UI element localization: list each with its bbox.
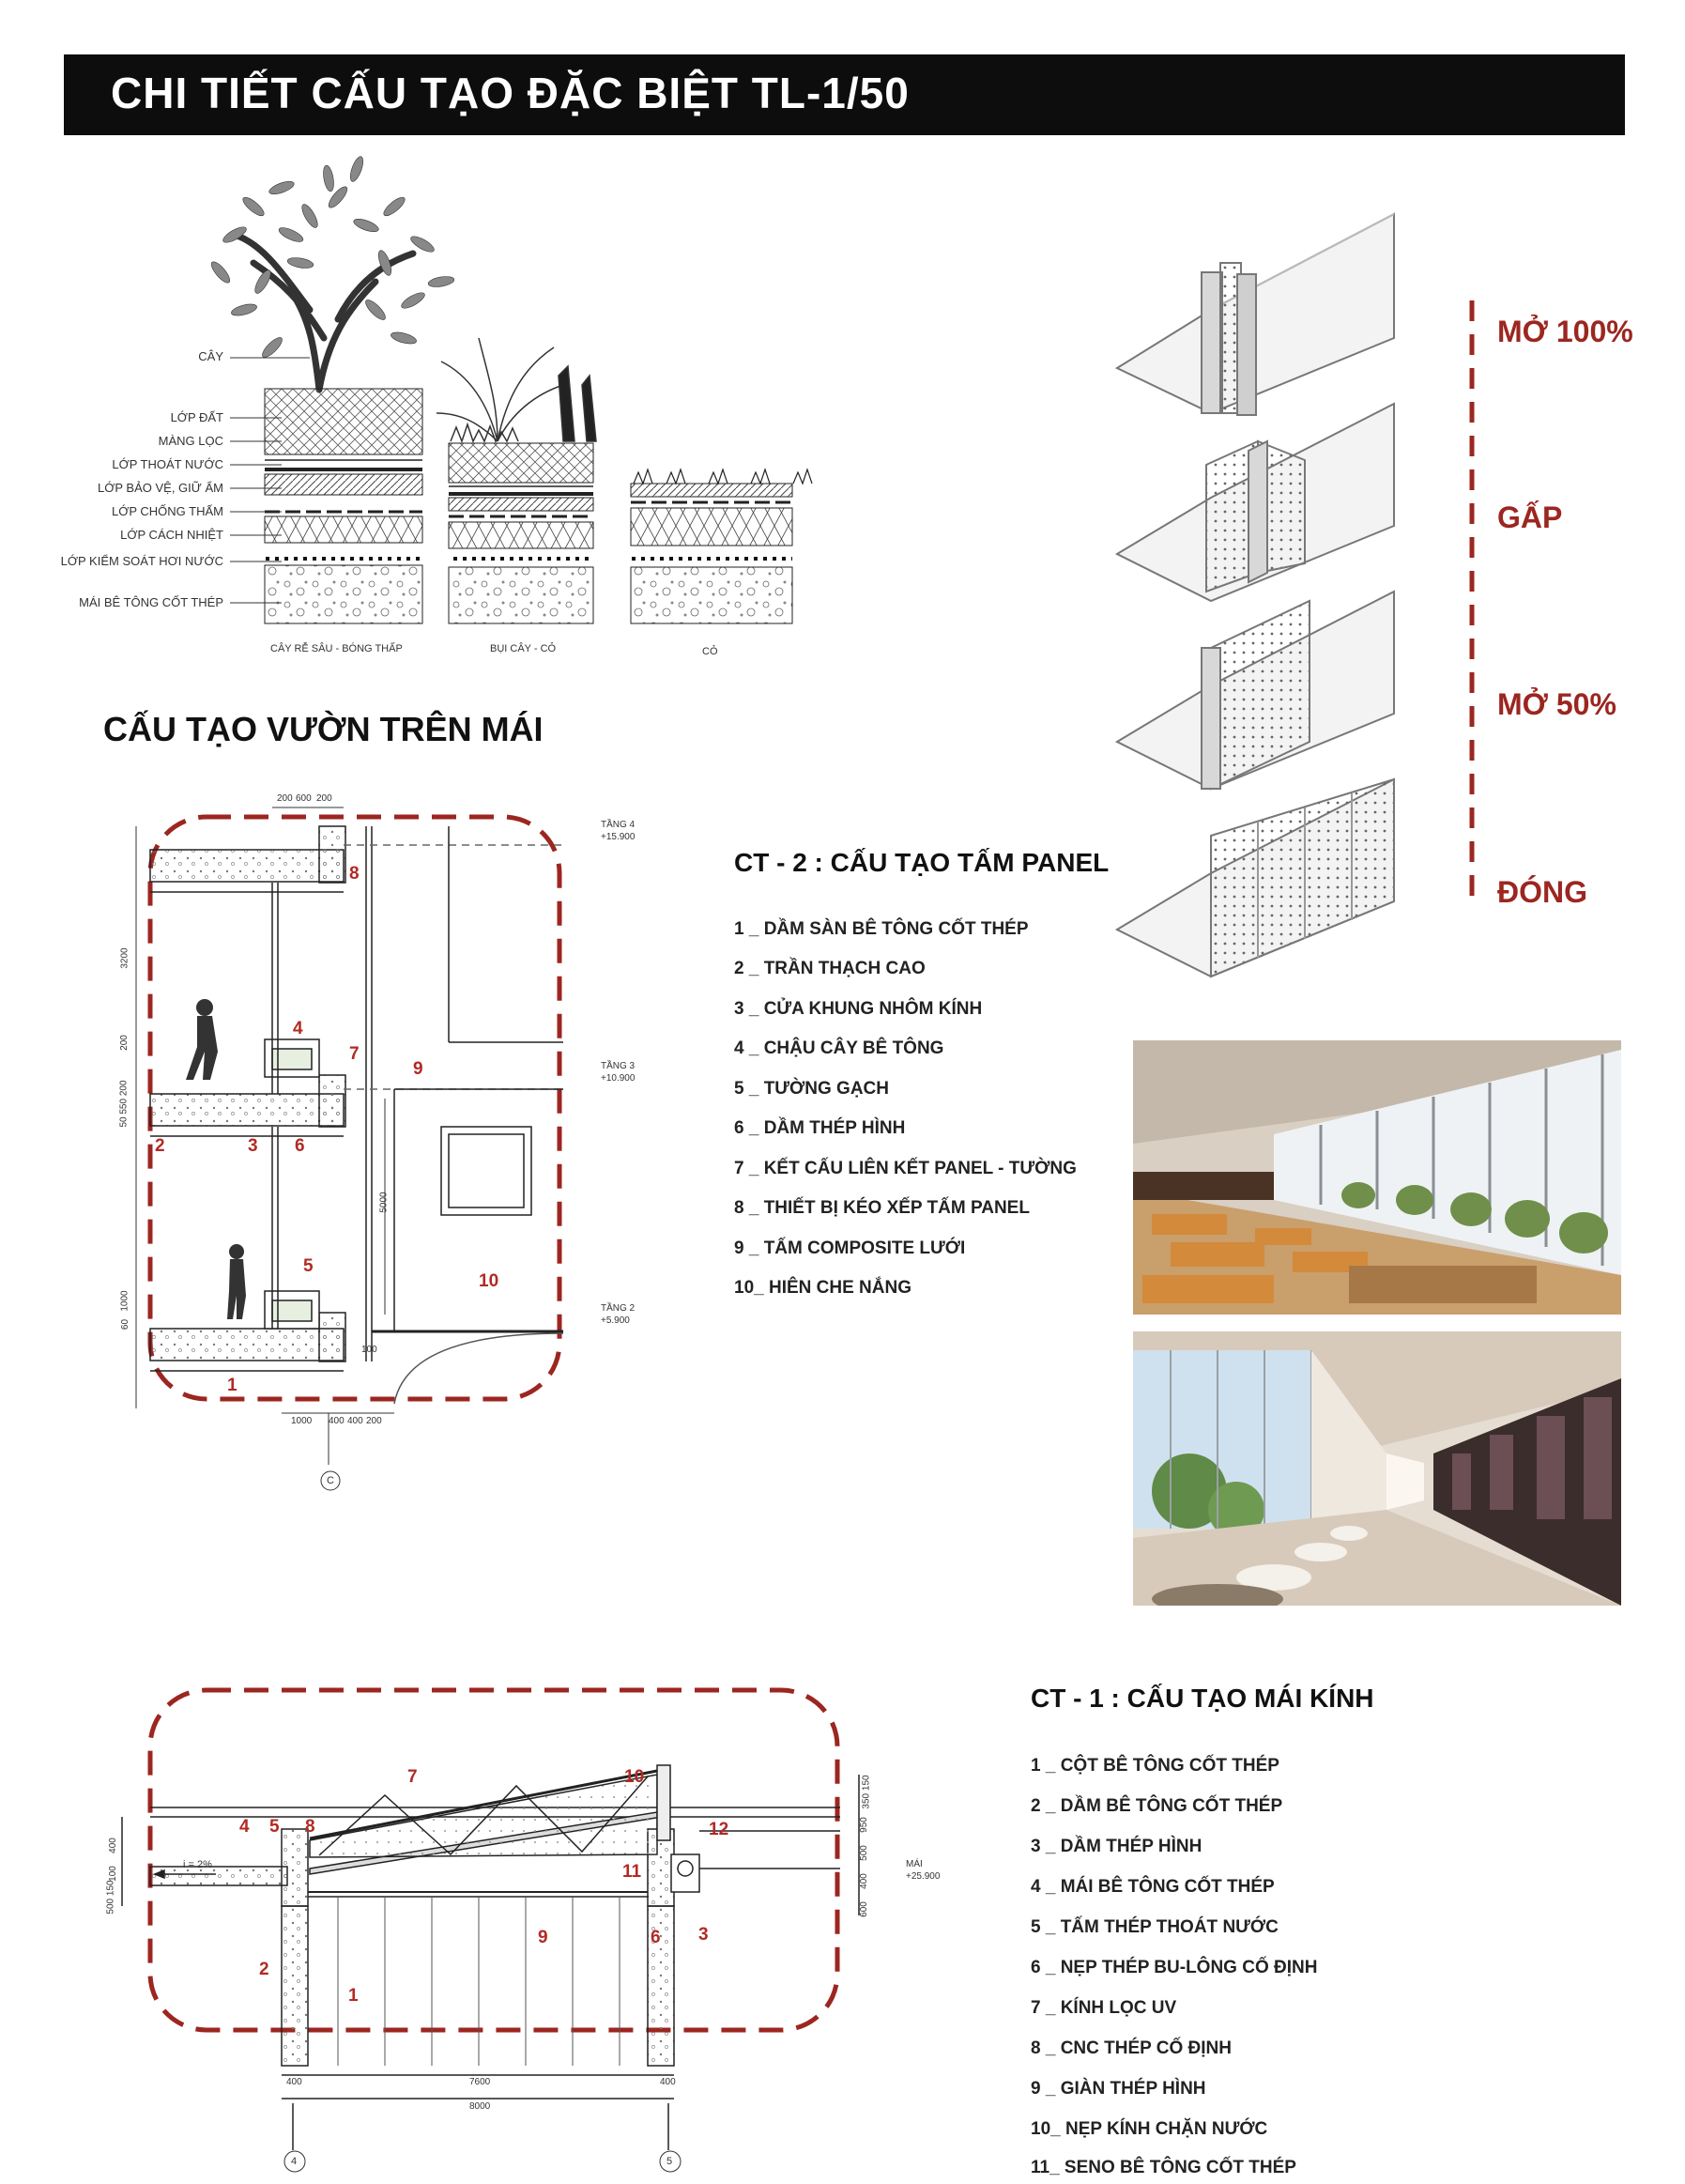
ct1-dim-right-5: 600 [858,1901,869,1917]
ct2-dim-top-3: 200 [316,793,332,804]
ct2-callout-9: 9 [413,1059,423,1079]
ct2-item-3: 3 _ CỬA KHUNG NHÔM KÍNH [734,999,983,1019]
ct1-dim-bottom-1: 400 [286,2077,302,2087]
ct1-axis-4-label: 4 [291,2156,298,2167]
ct1-dim-right-4: 400 [858,1873,869,1889]
ct1-item-6: 6 _ NẸP THÉP BU-LÔNG CỐ ĐỊNH [1031,1958,1318,1977]
ct2-level-3-elev: +10.900 [601,1073,636,1084]
ct2-item-9: 9 _ TẤM COMPOSITE LƯỚI [734,1238,966,1258]
ct2-dim-left-3: 50 550 200 [118,1080,130,1128]
ct1-item-4: 4 _ MÁI BÊ TÔNG CỐT THÉP [1031,1877,1275,1897]
ct1-dim-left-3: 500 150 [105,1880,116,1915]
ct2-dim-top-1: 200 [277,793,293,804]
layer-label-6: LỚP CÁCH NHIỆT [120,528,223,542]
ct1-dim-total: 8000 [469,2101,491,2112]
ct2-callout-10: 10 [479,1271,499,1291]
ct2-callout-3: 3 [248,1136,258,1156]
ct1-item-10: 10_ NẸP KÍNH CHẶN NƯỚC [1031,2119,1268,2139]
garden-type-1: CÂY RỄ SÂU - BÓNG THẤP [270,643,403,654]
garden-type-2: BỤI CÂY - CỎ [490,643,557,654]
ct2-callout-6: 6 [295,1136,305,1156]
ct1-item-3: 3 _ DẦM THÉP HÌNH [1031,1837,1202,1856]
ct2-level-2-elev: +5.900 [601,1315,630,1326]
ct1-roof-elev: +25.900 [906,1871,941,1882]
ct2-dim-left-5: 60 [120,1318,131,1330]
plant-label: CÂY [198,349,223,363]
ct1-callout-6: 6 [651,1928,661,1947]
ct2-dim-left-1: 3200 [119,947,130,969]
ct1-axis-5-label: 5 [666,2156,673,2167]
ct1-callout-10: 10 [624,1767,645,1787]
ct2-item-5: 5 _ TƯỜNG GẠCH [734,1079,889,1099]
ct2-callout-1: 1 [227,1376,237,1395]
state-open-50: MỞ 50% [1497,687,1616,721]
ct1-item-9: 9 _ GIÀN THÉP HÌNH [1031,2079,1206,2099]
ct1-callout-5: 5 [269,1817,280,1837]
state-open-100: MỞ 100% [1497,315,1633,348]
ct1-dim-bottom-3: 400 [660,2077,676,2087]
ct1-item-2: 2 _ DẦM BÊ TÔNG CỐT THÉP [1031,1796,1283,1816]
ct1-callout-3: 3 [698,1925,709,1945]
ct2-callout-5: 5 [303,1256,314,1276]
state-folded: GẤP [1497,500,1563,534]
ct2-item-6: 6 _ DẦM THÉP HÌNH [734,1118,906,1138]
ct2-callout-8: 8 [349,864,360,884]
layer-label-8: MÁI BÊ TÔNG CỐT THÉP [79,595,223,609]
layer-label-1: LỚP ĐẤT [170,410,223,424]
ct1-item-5: 5 _ TẤM THÉP THOÁT NƯỚC [1031,1917,1279,1937]
ct1-dim-right-3: 500 [858,1845,869,1861]
ct1-callout-9: 9 [538,1928,548,1947]
ct2-callout-2: 2 [155,1136,165,1156]
garden-type-3: CỎ [702,646,718,657]
ct1-item-7: 7 _ KÍNH LỌC UV [1031,1998,1177,2018]
ct2-level-3-name: TẦNG 3 [601,1061,636,1071]
layer-label-4: LỚP BẢO VỆ, GIỮ ẨM [98,481,223,495]
page-title: CHI TIẾT CẤU TẠO ĐẶC BIỆT TL-1/50 [111,69,910,117]
ct1-callout-4: 4 [239,1817,250,1837]
ct2-item-1: 1 _ DẦM SÀN BÊ TÔNG CỐT THÉP [734,919,1029,939]
ct2-item-4: 4 _ CHẬU CÂY BÊ TÔNG [734,1038,944,1058]
ct2-axis-label: C [327,1475,334,1486]
ct2-dim-bottom-1: 1000 [291,1416,313,1426]
ct1-callout-2: 2 [259,1960,269,1979]
ct1-callout-12: 12 [709,1820,729,1839]
ct2-dim-left-4: 1000 [119,1290,130,1312]
ct2-callout-7: 7 [349,1044,360,1064]
ct2-level-4-elev: +15.900 [601,832,636,842]
ct1-callout-8: 8 [305,1817,315,1837]
ct1-callout-7: 7 [407,1767,418,1787]
ct1-slope: i = 2% [183,1859,212,1870]
ct2-dim-bottom-4: 200 [366,1416,382,1426]
ct2-callout-4: 4 [293,1019,303,1038]
ct2-dim-left-2: 200 [118,1035,130,1051]
ct1-roof-level: MÁI [906,1859,923,1869]
ct1-item-1: 1 _ CỘT BÊ TÔNG CỐT THÉP [1031,1756,1279,1776]
layer-label-3: LỚP THOÁT NƯỚC [112,457,223,471]
ct2-dim-offset: 100 [361,1345,377,1355]
ct2-dim-height: 5000 [378,1192,390,1213]
ct2-dim-bottom-2: 400 [329,1416,345,1426]
ct2-level-4-name: TẦNG 4 [601,820,636,830]
ct2-item-10: 10_ HIÊN CHE NẮNG [734,1278,911,1298]
ct1-dim-bottom-2: 7600 [469,2077,491,2087]
ct2-item-7: 7 _ KẾT CẤU LIÊN KẾT PANEL - TƯỜNG [734,1159,1077,1178]
ct2-item-8: 8 _ THIẾT BỊ KÉO XẾP TẤM PANEL [734,1198,1030,1218]
ct2-level-2-name: TẦNG 2 [601,1303,636,1314]
ct1-title: CT - 1 : CẤU TẠO MÁI KÍNH [1031,1684,1374,1713]
ct1-dim-right-1: 350 150 [861,1775,872,1809]
layer-label-5: LỚP CHỐNG THẤM [111,504,223,518]
ct2-dim-bottom-3: 400 [347,1416,363,1426]
ct1-dim-left-1: 400 [107,1838,118,1853]
ct1-dim-left-2: 100 [107,1866,118,1882]
roof-garden-title: CẤU TẠO VƯỜN TRÊN MÁI [103,710,544,748]
state-closed: ĐÓNG [1497,875,1587,909]
ct2-dim-top-2: 600 [296,793,312,804]
ct1-callout-1: 1 [348,1986,359,2006]
ct1-dim-right-2: 950 [858,1817,869,1833]
ct2-title: CT - 2 : CẤU TẠO TẤM PANEL [734,848,1110,877]
ct2-item-2: 2 _ TRẦN THẠCH CAO [734,959,926,978]
ct1-callout-11: 11 [622,1862,642,1882]
layer-label-7: LỚP KIỂM SOÁT HƠI NƯỚC [60,554,223,568]
ct1-item-8: 8 _ CNC THÉP CỐ ĐỊNH [1031,2038,1232,2058]
layer-label-2: MÀNG LỌC [158,434,223,448]
ct1-item-11: 11_ SENO BÊ TÔNG CỐT THÉP [1031,2158,1296,2177]
